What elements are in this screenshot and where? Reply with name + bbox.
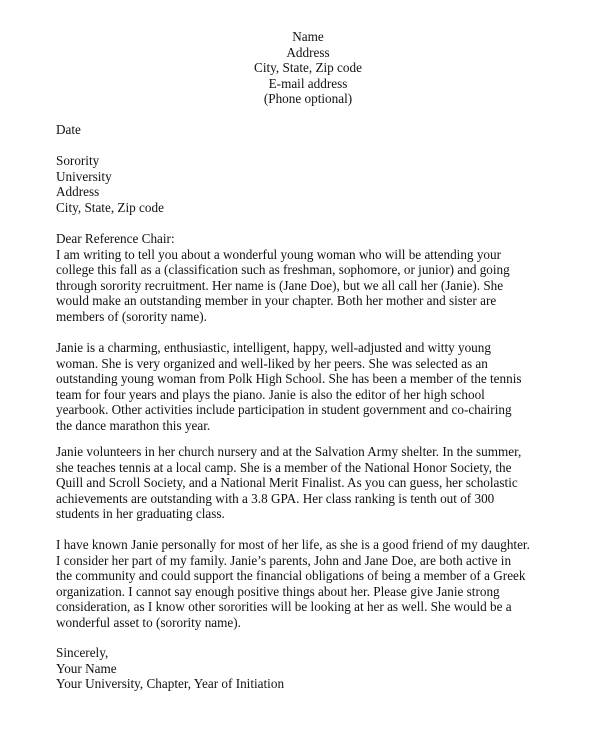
paragraph-2-line: the dance marathon this year. bbox=[56, 417, 211, 433]
paragraph-2-line: Janie is a charming, enthusiastic, intelligent, happy, well-adjusted and witty young bbox=[56, 340, 491, 355]
paragraph-1-line: would make an outstanding member in your chapter. Both her mother and sister are bbox=[56, 293, 497, 309]
paragraph-3-line: Quill and Scroll Society, and a National Merit Finalist. As you can guess, her scholastic bbox=[56, 475, 518, 491]
paragraph-1-line: members of (sorority name). bbox=[56, 308, 207, 324]
recipient-sorority: Sorority bbox=[56, 153, 100, 168]
sender-phone: (Phone optional) bbox=[263, 91, 353, 107]
salutation: Dear Reference Chair: bbox=[56, 231, 175, 246]
paragraph-1-line: I am writing to tell you about a wonderful young woman who will be attending your bbox=[56, 246, 501, 262]
date-text: Date bbox=[56, 122, 81, 137]
valediction: Sincerely, bbox=[56, 645, 109, 660]
paragraph-4-line: I have known Janie personally for most of her life, as she is a good friend of my daughter. bbox=[56, 537, 530, 552]
sender-name: Name bbox=[292, 29, 324, 44]
closing-block bbox=[56, 645, 576, 692]
paragraph-2-line: outstanding young woman from Polk High School. She has been a member of the tennis bbox=[56, 371, 522, 387]
recipient-university: University bbox=[56, 168, 112, 184]
recipient-address: Address bbox=[56, 184, 100, 200]
paragraph-2-line: yearbook. Other activities include participation in student government and co-chairing bbox=[56, 402, 512, 418]
recipient-city-state-zip: City, State, Zip code bbox=[56, 199, 164, 215]
paragraph-2 bbox=[56, 340, 576, 434]
paragraph-4-line: organization. I cannot say enough positive things about her. Please give Janie strong bbox=[56, 583, 500, 599]
paragraph-3-line: Janie volunteers in her church nursery and at the Salvation Army shelter. In the summer, bbox=[56, 444, 522, 459]
sender-address-block bbox=[0, 29, 600, 107]
sender-email: E-mail address bbox=[268, 75, 348, 91]
paragraph-3-line: achievements are outstanding with a 3.8 GPA. Her class ranking is tenth out of 300 bbox=[56, 490, 495, 506]
paragraph-4-line: I consider her part of my family. Janie’s parents, John and Jane Doe, are both active in bbox=[56, 552, 512, 568]
letter-date bbox=[56, 122, 576, 138]
salutation-and-first-paragraph bbox=[56, 231, 576, 325]
paragraph-1-line: college this fall as a (classification such as freshman, sophomore, or junior) and going bbox=[56, 262, 510, 278]
paragraph-2-line: woman. She is very organized and well-liked by her peers. She was selected as an bbox=[56, 355, 488, 371]
sender-city-state-zip: City, State, Zip code bbox=[254, 60, 362, 76]
paragraph-2-line: team for four years and plays the piano. Janie is also the editor of her high school bbox=[56, 386, 485, 402]
signer-affiliation: Your University, Chapter, Year of Initiation bbox=[56, 676, 285, 692]
sender-address: Address bbox=[286, 44, 330, 60]
paragraph-4 bbox=[56, 537, 576, 631]
paragraph-1-line: through sorority recruitment. Her name is (Jane Doe), but we all call her (Janie). She bbox=[56, 277, 504, 293]
recipient-address-block bbox=[56, 153, 576, 215]
paragraph-4-line: wonderful asset to (sorority name). bbox=[56, 614, 241, 630]
paragraph-4-line: consideration, as I know other sororities will be looking at her as well. She would be a bbox=[56, 599, 512, 615]
paragraph-4-line: the community and could support the financial obligations of being a member of a Greek bbox=[56, 568, 526, 584]
paragraph-3-line: she teaches tennis at a local camp. She is a member of the National Honor Society, the bbox=[56, 459, 512, 475]
paragraph-3 bbox=[56, 444, 576, 522]
paragraph-3-line: students in her graduating class. bbox=[56, 506, 225, 522]
signer-name: Your Name bbox=[56, 660, 117, 676]
